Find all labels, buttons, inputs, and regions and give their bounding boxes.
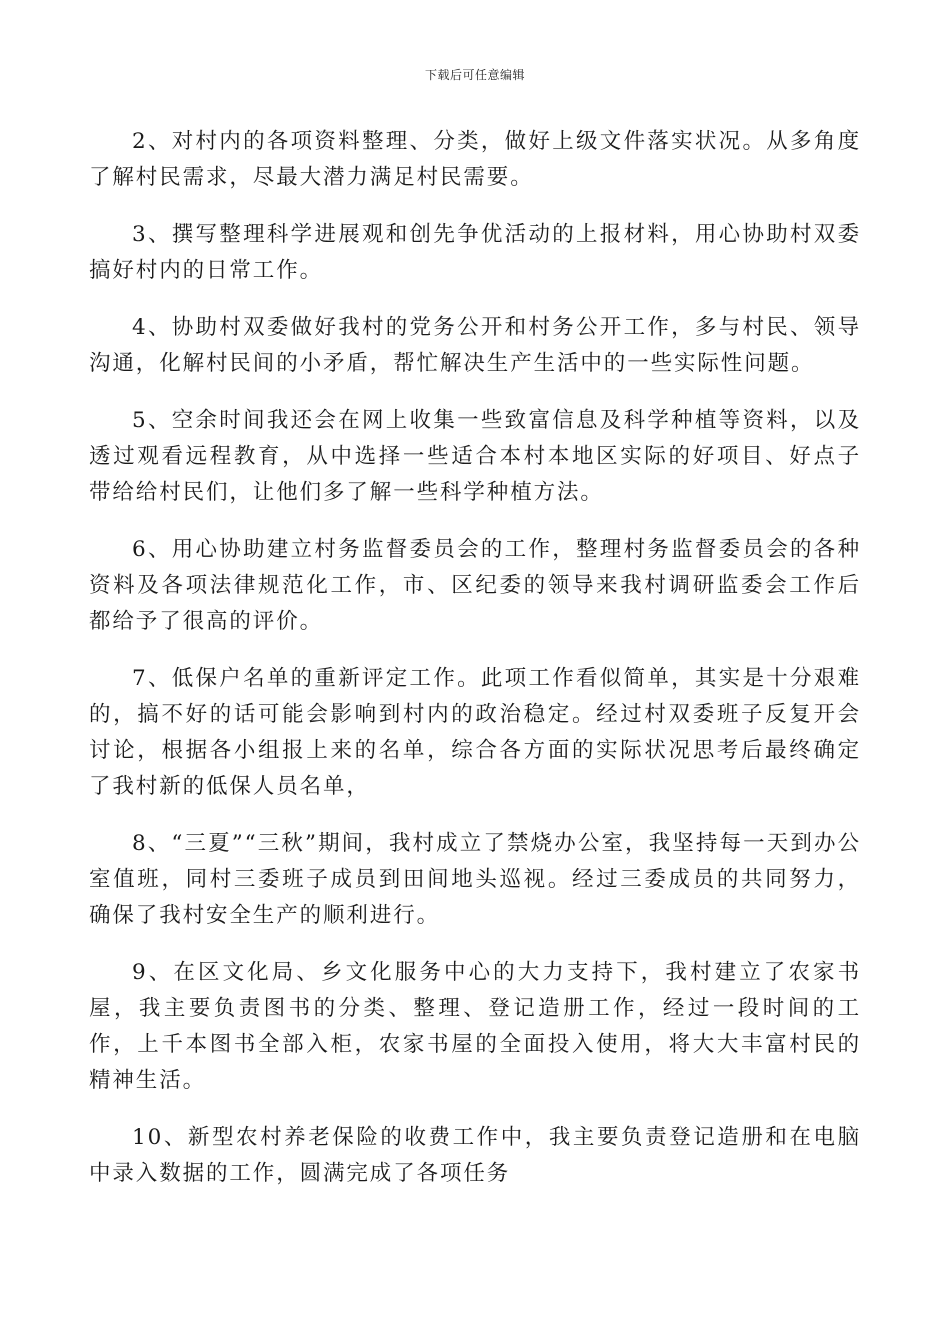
paragraph-2: 2、对村内的各项资料整理、分类，做好上级文件落实状况。从多角度了解村民需求，尽最大潜力满足村民需要。 xyxy=(89,129,861,190)
paragraph-4: 4、协助村双委做好我村的党务公开和村务公开工作，多与村民、领导沟通，化解村民间的小矛盾，帮忙解决生产生活中的一些实际性问题。 xyxy=(89,315,861,376)
paragraph-10: 10、新型农村养老保险的收费工作中，我主要负责登记造册和在电脑中录入数据的工作，圆满完成了各项任务 xyxy=(89,1125,861,1186)
paragraph-3: 3、撰写整理科学进展观和创先争优活动的上报材料，用心协助村双委搞好村内的日常工作。 xyxy=(89,222,861,283)
header-note: 下载后可任意编辑 xyxy=(424,68,525,82)
paragraph-5: 5、空余时间我还会在网上收集一些致富信息及科学种植等资料，以及透过观看远程教育，从中选择一些适合本村本地区实际的好项目、好点子带给给村民们，让他们多了解一些科学种植方法。 xyxy=(89,408,861,505)
paragraph-8: 8、“三夏”“三秋”期间，我村成立了禁烧办公室，我坚持每一天到办公室值班，同村三委班子成员到田间地头巡视。经过三委成员的共同努力，确保了我村安全生产的顺利进行。 xyxy=(89,831,861,928)
paragraph-6: 6、用心协助建立村务监督委员会的工作，整理村务监督委员会的各种资料及各项法律规范化工作，市、区纪委的领导来我村调研监委会工作后都给予了很高的评价。 xyxy=(89,537,861,634)
paragraph-9: 9、在区文化局、乡文化服务中心的大力支持下，我村建立了农家书屋，我主要负责图书的分类、整理、登记造册工作，经过一段时间的工作，上千本图书全部入柜，农家书屋的全面投入使用，将大大丰富村民的精神生活。 xyxy=(89,960,861,1093)
paragraph-7: 7、低保户名单的重新评定工作。此项工作看似简单，其实是十分艰难的，搞不好的话可能会影响到村内的政治稳定。经过村双委班子反复开会讨论，根据各小组报上来的名单，综合各方面的实际状况思考后最终确定了我村新的低保人员名单， xyxy=(89,666,861,799)
document-body xyxy=(89,124,861,1213)
